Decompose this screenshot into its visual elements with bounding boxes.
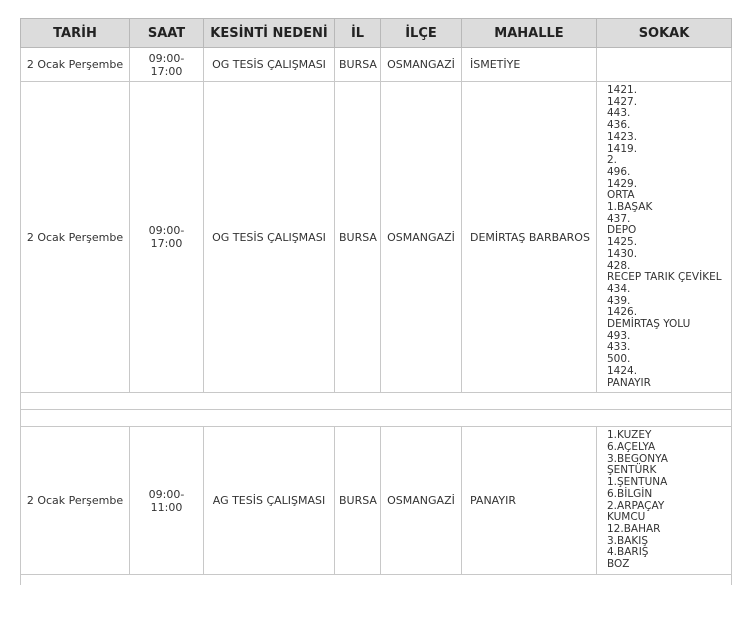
street-name: 1424.: [607, 364, 638, 377]
spacer-row: [21, 393, 732, 410]
streets-cell: [597, 82, 732, 393]
neighborhood-cell: DEMİRTAŞ BARBAROS: [462, 82, 597, 393]
time-cell: 09:00-17:00: [130, 82, 204, 393]
street-name: 439.: [607, 294, 631, 307]
date-cell: 2 Ocak Perşembe: [21, 48, 130, 82]
district-cell: OSMANGAZİ: [381, 82, 462, 393]
street-name: 428.: [607, 259, 631, 272]
street-name: 1425.: [607, 236, 638, 249]
province-cell: BURSA: [335, 427, 381, 574]
district-cell: OSMANGAZİ: [381, 48, 462, 82]
header-neighborhood: MAHALLE: [462, 19, 597, 48]
street-name: PANAYIR: [607, 376, 651, 389]
street-name: 1.KUZEY: [607, 429, 652, 442]
street-name: 1430.: [607, 247, 638, 260]
province-cell: BURSA: [335, 82, 381, 393]
province-cell: BURSA: [335, 48, 381, 82]
streets-cell: [597, 427, 732, 574]
reason-cell: AG TESİS ÇALIŞMASI: [204, 427, 335, 574]
street-name: KUMCU: [607, 511, 646, 524]
street-name: 433.: [607, 341, 631, 354]
street-name: 3.BAKIŞ: [607, 534, 649, 547]
date-cell: 2 Ocak Perşembe: [21, 82, 130, 393]
street-name: 6.AÇELYA: [607, 440, 656, 453]
street-name: 12.BAHAR: [607, 522, 661, 535]
time-cell: 09:00-17:00: [130, 48, 204, 82]
street-name: 2.ARPAÇAY: [607, 499, 665, 512]
outage-table-container: [20, 18, 732, 585]
header-row: [21, 19, 732, 48]
table-row: [21, 82, 732, 393]
street-name: 500.: [607, 353, 631, 366]
header-reason: KESİNTİ NEDENİ: [204, 19, 335, 48]
street-name: 1429.: [607, 177, 638, 190]
header-date: TARİH: [21, 19, 130, 48]
district-cell: OSMANGAZİ: [381, 427, 462, 574]
street-name: 1.BAŞAK: [607, 201, 653, 214]
street-name: 437.: [607, 212, 631, 225]
street-name: 1423.: [607, 130, 638, 143]
table-row: [21, 427, 732, 574]
street-name: 493.: [607, 329, 631, 342]
time-cell: 09:00-11:00: [130, 427, 204, 574]
street-name: BOZ: [607, 558, 630, 571]
street-name: 4.BARIŞ: [607, 546, 649, 559]
reason-cell: OG TESİS ÇALIŞMASI: [204, 48, 335, 82]
header-district: İLÇE: [381, 19, 462, 48]
street-name: ORTA: [607, 189, 635, 202]
street-name: 3.BEGONYA: [607, 452, 668, 465]
street-name: 1421.: [607, 84, 638, 96]
partial-row: [21, 574, 732, 585]
street-name: 1427.: [607, 95, 638, 108]
spacer-row: [21, 410, 732, 427]
street-name: DEMİRTAŞ YOLU: [607, 318, 691, 331]
neighborhood-cell: PANAYIR: [462, 427, 597, 574]
street-name: DEPO: [607, 224, 637, 237]
street-name: 436.: [607, 119, 631, 132]
street-name: 1426.: [607, 306, 638, 319]
street-name: RECEP TARIK ÇEVİKEL: [607, 271, 722, 284]
street-name: 6.BİLGİN: [607, 487, 653, 500]
street-name: 496.: [607, 165, 631, 178]
header-streets: SOKAK: [597, 19, 732, 48]
street-name: 1.ŞENTUNA: [607, 476, 668, 489]
street-name: 1419.: [607, 142, 638, 155]
street-name: 443.: [607, 107, 631, 120]
reason-cell: OG TESİS ÇALIŞMASI: [204, 82, 335, 393]
streets-cell: [597, 48, 732, 82]
header-time: SAAT: [130, 19, 204, 48]
neighborhood-cell: İSMETİYE: [462, 48, 597, 82]
street-name: ŞENTÜRK: [607, 464, 657, 477]
header-province: İL: [335, 19, 381, 48]
street-name: 434.: [607, 282, 631, 295]
outage-table: [20, 18, 732, 585]
table-row: [21, 48, 732, 82]
date-cell: 2 Ocak Perşembe: [21, 427, 130, 574]
street-name: 2.: [607, 154, 618, 167]
